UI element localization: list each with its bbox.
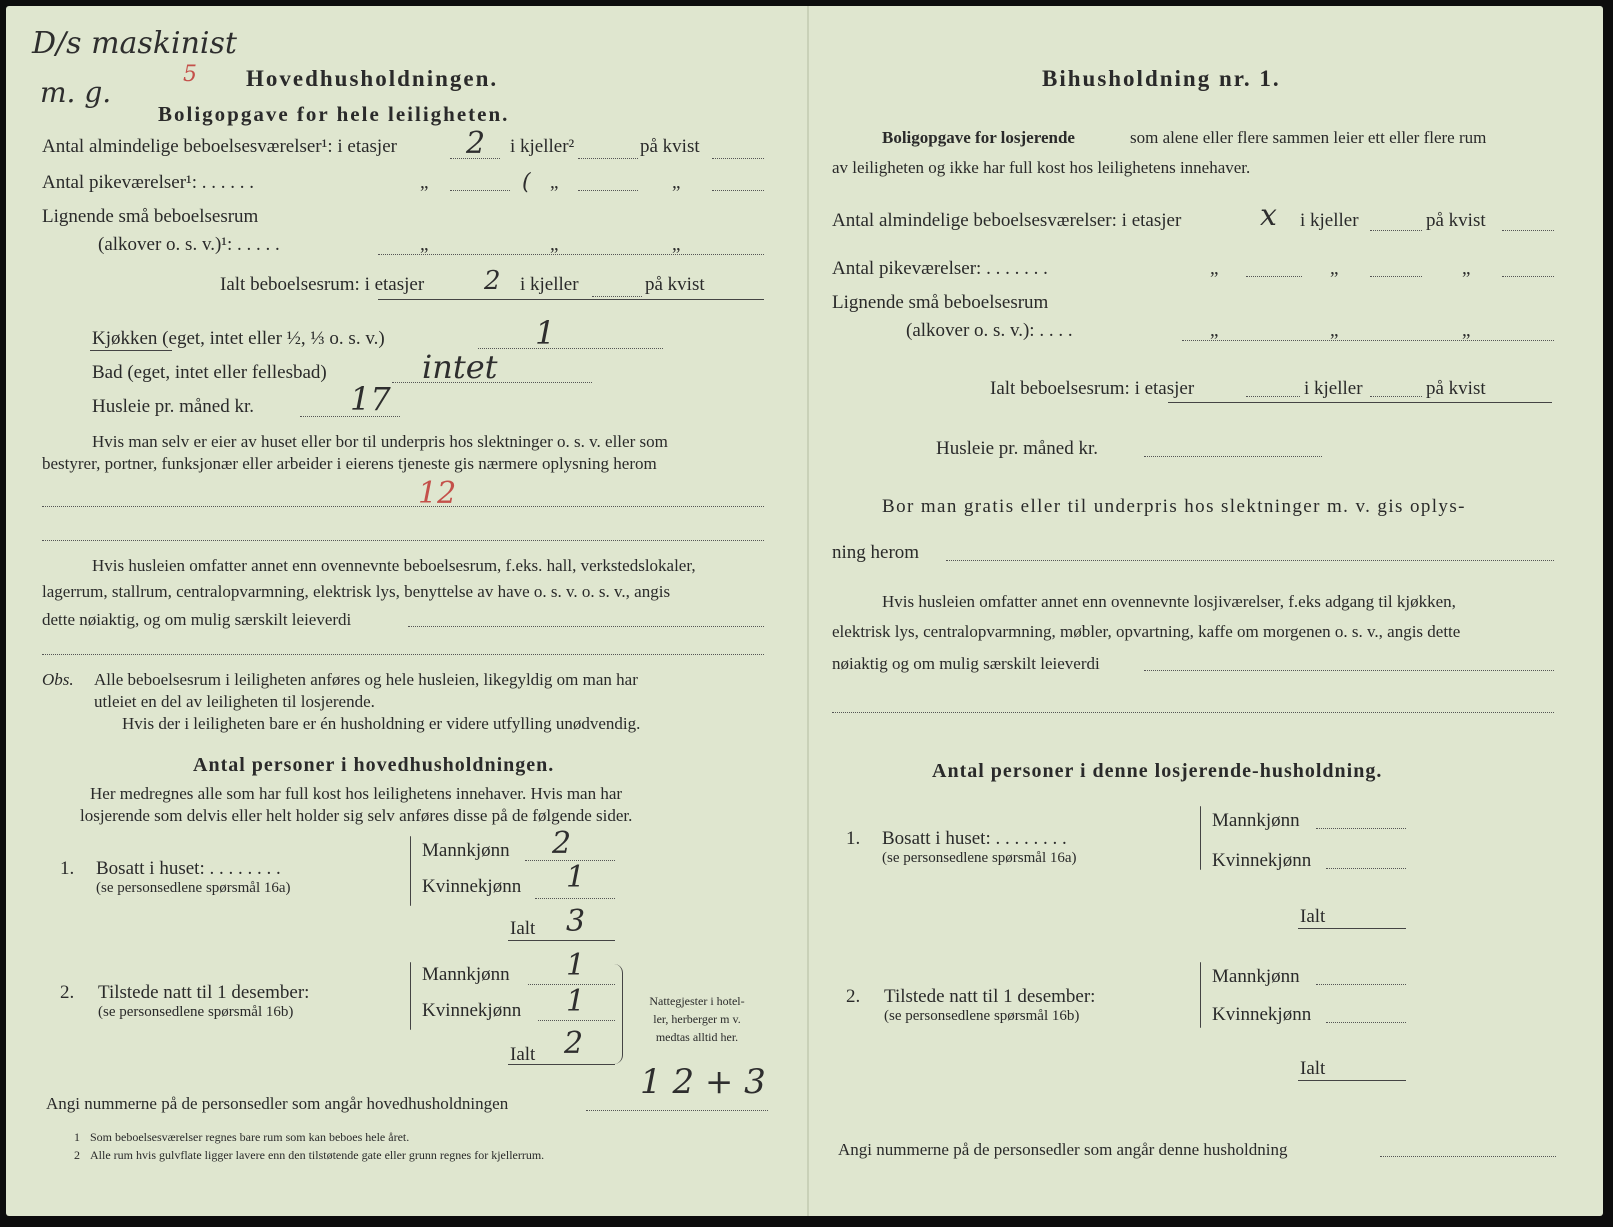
left-subtitle: Boligopgave for hele leiligheten.	[158, 102, 510, 126]
right-q1-label: Bosatt i huset: . . . . . . . .	[882, 828, 1067, 849]
right-intro-2: av leiligheten og ikke har full kost hos leilighetens innehaver.	[832, 158, 1251, 177]
persons-title: Antal personer i hovedhusholdningen.	[193, 754, 555, 776]
right-title: Bihusholdning nr. 1.	[1042, 66, 1281, 91]
small-rooms-line	[378, 254, 764, 255]
right-maid-mark-2: „	[1330, 258, 1339, 279]
persons-text-1: Her medregnes alle som har full kost hos leilighetens innehaver. Hvis man har	[90, 784, 623, 803]
right-maid-label: Antal pikeværelser: . . . . . . .	[832, 258, 1048, 279]
right-q1-sublabel: (se personsedlene spørsmål 16a)	[882, 850, 1077, 866]
right-rooms-loft-line	[1502, 230, 1554, 231]
right-q2-total-line	[1298, 1080, 1406, 1081]
small-mark-1: „	[420, 234, 429, 255]
right-q1-female-line	[1326, 868, 1406, 869]
right-maid-mark-3: „	[1462, 258, 1471, 279]
footnote-2: Alle rum hvis gulvflate ligger lavere enn den tilstøtende gate eller grunn regnes for kjellerrum.	[90, 1148, 545, 1162]
handwritten-red-note: 12	[418, 476, 457, 511]
total-cellar-label: i kjeller	[520, 274, 579, 295]
right-q2-total-label: Ialt	[1300, 1058, 1326, 1079]
rent-line	[300, 416, 400, 417]
q2-sublabel: (se personsedlene spørsmål 16b)	[98, 1004, 294, 1020]
owner-line-2	[42, 540, 764, 541]
right-q1-female-label: Kvinnekjønn	[1212, 850, 1312, 871]
footnote-2-num: 2	[74, 1148, 80, 1162]
extra-text-3: dette nøiaktig, og om mulig særskilt leieverdi	[42, 610, 352, 629]
q2-female-label: Kvinnekjønn	[422, 1000, 522, 1021]
q1-total-line	[508, 940, 615, 941]
right-rent-line	[1144, 456, 1322, 457]
right-small-mark-2: „	[1330, 320, 1339, 341]
right-persons-title: Antal personer i denne losjerende-husholdning.	[932, 760, 1383, 782]
extra-line-2	[42, 654, 764, 655]
q2-total-value: 2	[564, 1026, 584, 1061]
bath-value: intet	[422, 348, 498, 386]
q2-label: Tilstede natt til 1 desember:	[98, 982, 310, 1003]
right-small-mark-3: „	[1462, 320, 1471, 341]
kitchen-underline	[90, 350, 172, 351]
maid-rooms-label: Antal pikeværelser¹: . . . . . .	[42, 172, 255, 193]
right-q2-male-line	[1316, 984, 1406, 985]
guests-note-2: ler, herberger m v.	[653, 1012, 741, 1026]
total-rooms-rule	[378, 299, 764, 300]
q2-male-value: 1	[566, 948, 586, 983]
right-numbers-label: Angi nummerne på de personsedler som angår denne husholdning	[838, 1140, 1288, 1159]
total-rooms-label: Ialt beboelsesrum: i etasjer	[220, 274, 425, 295]
maid-mark-3: „	[672, 172, 681, 193]
numbers-value: 1 2 + 3	[640, 1062, 766, 1102]
right-total-loft-label: på kvist	[1426, 378, 1486, 399]
maid-mark-1: „	[420, 172, 429, 193]
right-numbers-line	[1380, 1156, 1556, 1157]
right-q2-label: Tilstede natt til 1 desember:	[884, 986, 1096, 1007]
right-q1-male-line	[1316, 828, 1406, 829]
guests-note-1: Nattegjester i hotel-	[649, 994, 745, 1008]
right-rooms-cellar-line	[1370, 230, 1422, 231]
right-free-text-1: Bor man gratis eller til underpris hos slektninger m. v. gis oplys-	[882, 496, 1466, 517]
right-total-etasjer-line	[1246, 396, 1300, 397]
rooms-label: Antal almindelige beboelsesværelser¹: i etasjer	[42, 136, 397, 157]
q1-brace	[410, 836, 411, 906]
right-total-rule	[1168, 402, 1552, 403]
right-maid-line-1	[1246, 276, 1302, 277]
q1-label: Bosatt i huset: . . . . . . . .	[96, 858, 281, 879]
right-intro-bold: Boligopgave for losjerende	[882, 128, 1075, 147]
right-intro-1: som alene eller flere sammen leier ett eller flere rum	[1130, 128, 1487, 147]
right-free-text-2: ning herom	[832, 542, 920, 563]
maid-line-2	[578, 190, 638, 191]
maid-line-3	[712, 190, 764, 191]
small-mark-3: „	[672, 234, 681, 255]
maid-line-1	[450, 190, 510, 191]
total-cellar-line	[592, 296, 642, 297]
right-q1-total-label: Ialt	[1300, 906, 1326, 927]
q2-total-line	[508, 1064, 615, 1065]
page-fold	[807, 6, 809, 1216]
guests-note-3: medtas alltid her.	[655, 1030, 739, 1044]
footnote-1: Som beboelsesværelser regnes bare rum som kan beboes hele året.	[90, 1130, 410, 1144]
obs-text-2: utleiet en del av leiligheten til losjerende.	[94, 692, 375, 711]
total-rooms-value: 2	[484, 266, 501, 296]
q2-total-label: Ialt	[510, 1044, 536, 1065]
q1-total-value: 3	[566, 904, 586, 939]
maid-value: (	[522, 170, 531, 195]
right-rooms-loft-label: på kvist	[1426, 210, 1486, 231]
right-rooms-value: x	[1260, 198, 1277, 233]
rooms-loft-line	[712, 158, 764, 159]
right-q1-total-line	[1298, 928, 1406, 929]
extra-text-1: Hvis husleien omfatter annet enn ovennevnte beboelsesrum, f.eks. hall, verkstedslokaler,	[92, 556, 696, 575]
rooms-cellar-label: i kjeller²	[510, 136, 575, 157]
kitchen-value: 1	[535, 314, 556, 352]
right-maid-mark-1: „	[1210, 258, 1219, 279]
numbers-label: Angi nummerne på de personsedler som angår hovedhusholdningen	[46, 1094, 509, 1113]
right-q2-number: 2.	[846, 986, 861, 1007]
q2-female-value: 1	[566, 984, 586, 1019]
right-extra-line-2	[832, 712, 1554, 713]
right-q2-female-label: Kvinnekjønn	[1212, 1004, 1312, 1025]
right-rooms-label: Antal almindelige beboelsesværelser: i etasjer	[832, 210, 1182, 231]
total-loft-label: på kvist	[645, 274, 705, 295]
right-q1-male-label: Mannkjønn	[1212, 810, 1300, 831]
rooms-line	[450, 158, 500, 159]
footnote-1-num: 1	[74, 1130, 80, 1144]
handwritten-occupation: D/s maskinist	[32, 26, 237, 61]
q1-male-label: Mannkjønn	[422, 840, 510, 861]
rent-label: Husleie pr. måned kr.	[92, 396, 254, 417]
obs-text-1: Alle beboelsesrum i leiligheten anføres og hele husleien, likegyldig om man har	[94, 670, 638, 689]
right-small-mark-1: „	[1210, 320, 1219, 341]
right-maid-line-2	[1370, 276, 1422, 277]
right-total-label: Ialt beboelsesrum: i etasjer	[990, 378, 1195, 399]
right-q2-male-label: Mannkjønn	[1212, 966, 1300, 987]
bath-line	[392, 382, 592, 383]
persons-text-2: losjerende som delvis eller helt holder sig selv anføres disse på de følgende sider.	[80, 806, 633, 825]
q1-sublabel: (se personsedlene spørsmål 16a)	[96, 880, 291, 896]
q1-female-value: 1	[566, 860, 586, 895]
right-q2-sublabel: (se personsedlene spørsmål 16b)	[884, 1008, 1080, 1024]
right-rent-label: Husleie pr. måned kr.	[936, 438, 1098, 459]
right-extra-line-1	[1144, 670, 1554, 671]
rooms-value: 2	[466, 126, 486, 161]
q1-female-line	[535, 898, 615, 899]
right-total-cellar-label: i kjeller	[1304, 378, 1363, 399]
obs-label: Obs.	[42, 670, 74, 689]
right-q1-brace	[1200, 806, 1201, 870]
q2-male-label: Mannkjønn	[422, 964, 510, 985]
q2-brace	[410, 962, 411, 1030]
right-extra-text-3: nøiaktig og om mulig særskilt leieverdi	[832, 654, 1100, 673]
right-total-cellar-line	[1370, 396, 1422, 397]
bath-label: Bad (eget, intet eller fellesbad)	[92, 362, 327, 383]
owner-text-2: bestyrer, portner, funksjonær eller arbeider i eierens tjeneste gis nærmere oplysning herom	[42, 454, 657, 473]
obs-text-3: Hvis der i leiligheten bare er én husholdning er videre utfylling unødvendig.	[122, 714, 641, 733]
extra-text-2: lagerrum, stallrum, centralopvarmning, elektrisk lys, benyttelse av have o. s. v. o. s. v., angis	[42, 582, 671, 601]
owner-text-1: Hvis man selv er eier av huset eller bor til underpris hos slektninger o. s. v. eller som	[92, 432, 668, 451]
small-mark-2: „	[550, 234, 559, 255]
right-q1-number: 1.	[846, 828, 861, 849]
rent-value: 17	[350, 380, 391, 418]
owner-line-1	[42, 506, 764, 507]
q2-female-line	[538, 1020, 615, 1021]
right-rooms-cellar-label: i kjeller	[1300, 210, 1359, 231]
handwritten-red-number: 5	[183, 62, 197, 87]
extra-line-1	[408, 626, 764, 627]
rooms-cellar-line	[578, 158, 638, 159]
right-small-sublabel: (alkover o. s. v.): . . . .	[906, 320, 1073, 341]
kitchen-label: Kjøkken (eget, intet eller ½, ⅓ o. s. v.)	[92, 328, 385, 349]
right-free-line	[946, 560, 1554, 561]
q1-male-value: 2	[552, 826, 572, 861]
rooms-loft-label: på kvist	[640, 136, 700, 157]
right-maid-line-3	[1502, 276, 1554, 277]
guests-brace	[614, 964, 623, 1064]
numbers-line	[586, 1110, 768, 1111]
q2-number: 2.	[60, 982, 75, 1003]
right-extra-text-1: Hvis husleien omfatter annet enn ovennevnte losjiværelser, f.eks adgang til kjøkken,	[882, 592, 1456, 611]
handwritten-initials: m. g.	[40, 76, 112, 109]
small-rooms-label: Lignende små beboelsesrum	[42, 206, 259, 227]
maid-mark-2: „	[550, 172, 559, 193]
kitchen-line	[478, 348, 663, 349]
q1-total-label: Ialt	[510, 918, 536, 939]
left-title: Hovedhusholdningen.	[246, 66, 499, 91]
right-extra-text-2: elektrisk lys, centralopvarmning, møbler, opvartning, kaffe om morgenen o. s. v., angis dette	[832, 622, 1461, 641]
small-rooms-sublabel: (alkover o. s. v.)¹: . . . . .	[98, 234, 280, 255]
right-small-line	[1182, 340, 1554, 341]
right-q2-brace	[1200, 962, 1201, 1028]
right-q2-female-line	[1326, 1022, 1406, 1023]
right-small-label: Lignende små beboelsesrum	[832, 292, 1049, 313]
q1-female-label: Kvinnekjønn	[422, 876, 522, 897]
q1-number: 1.	[60, 858, 75, 879]
